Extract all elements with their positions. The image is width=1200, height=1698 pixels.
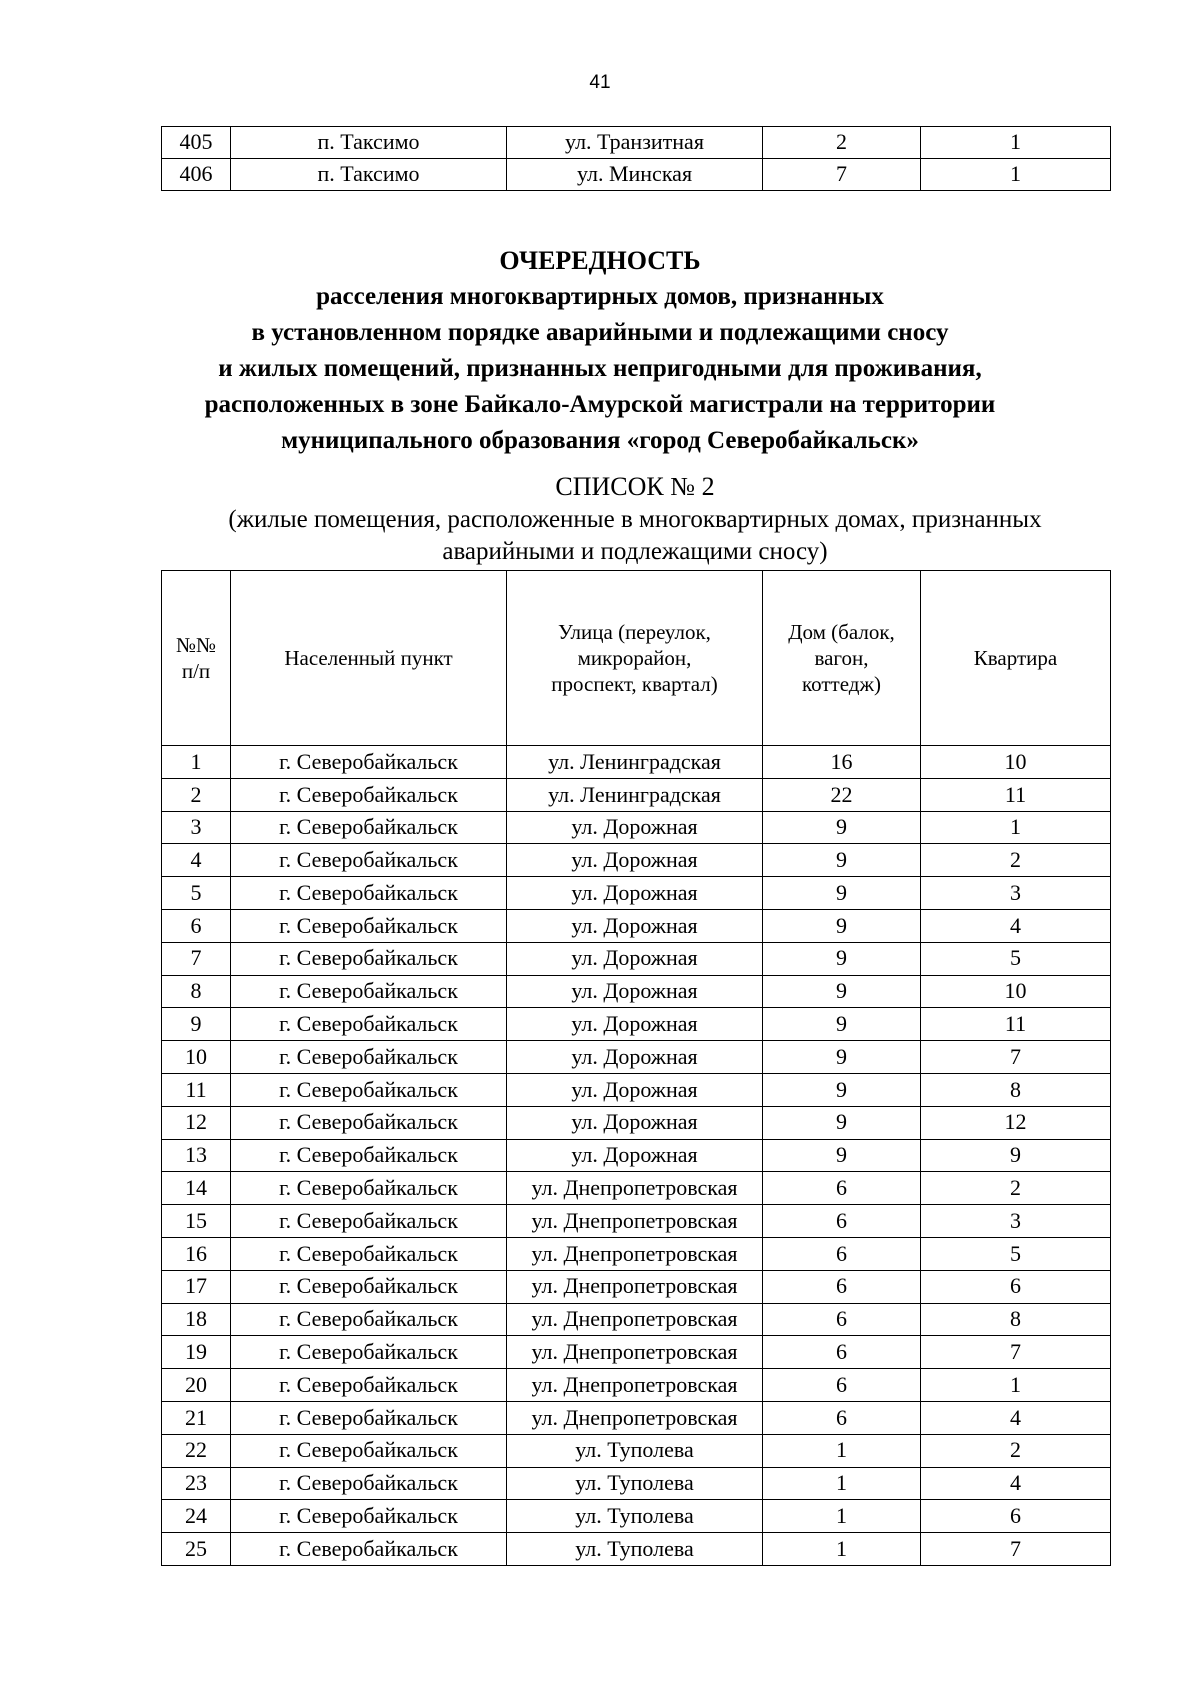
cell-street: ул. Дорожная (507, 1139, 763, 1172)
header-house (763, 571, 921, 746)
cell-street: ул. Дорожная (507, 975, 763, 1008)
cell-locality: г. Северобайкальск (231, 1369, 507, 1402)
resettlement-table (161, 570, 1111, 1566)
cell-house: 7 (763, 159, 921, 191)
cell-apartment: 4 (921, 1401, 1111, 1434)
cell-street: ул. Транзитная (507, 127, 763, 159)
cell-locality: г. Северобайкальск (231, 1303, 507, 1336)
title-line: расположенных в зоне Байкало-Амурской магистрали на территории (204, 391, 996, 419)
continuation-table-body (162, 127, 1111, 191)
cell-house: 9 (763, 975, 921, 1008)
table-row (162, 1172, 1111, 1205)
cell-number: 9 (162, 1008, 231, 1041)
cell-locality: г. Северобайкальск (231, 1401, 507, 1434)
cell-house: 9 (763, 1073, 921, 1106)
document-title (120, 242, 1080, 459)
cell-street: ул. Туполева (507, 1467, 763, 1500)
table-row (162, 1434, 1111, 1467)
cell-apartment: 10 (921, 975, 1111, 1008)
cell-apartment: 3 (921, 1205, 1111, 1238)
header-apartment (921, 571, 1111, 746)
cell-apartment: 12 (921, 1106, 1111, 1139)
cell-street: ул. Днепропетровская (507, 1369, 763, 1402)
title-line: и жилых помещений, признанных непригодными для проживания, (218, 355, 982, 383)
table-row (162, 1237, 1111, 1270)
table-row (162, 1303, 1111, 1336)
cell-house: 22 (763, 778, 921, 811)
cell-street: ул. Дорожная (507, 877, 763, 910)
cell-street: ул. Дорожная (507, 909, 763, 942)
cell-locality: г. Северобайкальск (231, 1533, 507, 1566)
table-row (162, 1336, 1111, 1369)
table-row (162, 1270, 1111, 1303)
cell-locality: г. Северобайкальск (231, 1041, 507, 1074)
header-house-line: вагон, (814, 645, 869, 670)
cell-locality: г. Северобайкальск (231, 1205, 507, 1238)
cell-locality: г. Северобайкальск (231, 1270, 507, 1303)
cell-house: 9 (763, 811, 921, 844)
header-house-line: Дом (балок, (788, 619, 895, 644)
cell-number: 8 (162, 975, 231, 1008)
cell-number: 16 (162, 1237, 231, 1270)
cell-street: ул. Днепропетровская (507, 1303, 763, 1336)
cell-apartment: 4 (921, 909, 1111, 942)
table-row (162, 1533, 1111, 1566)
cell-locality: г. Северобайкальск (231, 909, 507, 942)
cell-apartment: 7 (921, 1533, 1111, 1566)
cell-apartment: 6 (921, 1500, 1111, 1533)
cell-number: 20 (162, 1369, 231, 1402)
cell-house: 9 (763, 844, 921, 877)
list-title: СПИСОК № 2 (555, 472, 715, 501)
cell-number: 11 (162, 1073, 231, 1106)
cell-locality: г. Северобайкальск (231, 877, 507, 910)
cell-locality: г. Северобайкальск (231, 1073, 507, 1106)
cell-number: 21 (162, 1401, 231, 1434)
cell-house: 9 (763, 1041, 921, 1074)
table-row (162, 159, 1111, 191)
cell-locality: п. Таксимо (231, 127, 507, 159)
cell-apartment: 11 (921, 1008, 1111, 1041)
table-row (162, 975, 1111, 1008)
title-line: ОЧЕРЕДНОСТЬ (499, 246, 701, 275)
cell-number: 4 (162, 844, 231, 877)
cell-street: ул. Днепропетровская (507, 1336, 763, 1369)
table-row (162, 877, 1111, 910)
cell-apartment: 1 (921, 127, 1111, 159)
table-row (162, 1008, 1111, 1041)
cell-street: ул. Днепропетровская (507, 1205, 763, 1238)
cell-house: 1 (763, 1500, 921, 1533)
header-street-line: Улица (переулок, (558, 619, 711, 644)
cell-locality: г. Северобайкальск (231, 1434, 507, 1467)
continuation-table (161, 126, 1111, 191)
cell-locality: г. Северобайкальск (231, 975, 507, 1008)
cell-street: ул. Дорожная (507, 1008, 763, 1041)
cell-apartment: 7 (921, 1041, 1111, 1074)
cell-street: ул. Дорожная (507, 1073, 763, 1106)
header-apartment-line: Квартира (973, 645, 1058, 670)
cell-street: ул. Днепропетровская (507, 1172, 763, 1205)
cell-apartment: 8 (921, 1303, 1111, 1336)
header-num-line: п/п (181, 659, 211, 683)
cell-house: 1 (763, 1467, 921, 1500)
cell-number: 25 (162, 1533, 231, 1566)
cell-house: 6 (763, 1205, 921, 1238)
cell-locality: г. Северобайкальск (231, 1237, 507, 1270)
cell-apartment: 4 (921, 1467, 1111, 1500)
cell-number: 22 (162, 1434, 231, 1467)
cell-house: 9 (763, 877, 921, 910)
cell-apartment: 10 (921, 746, 1111, 779)
list-heading (140, 470, 1130, 569)
cell-apartment: 9 (921, 1139, 1111, 1172)
cell-house: 9 (763, 1139, 921, 1172)
table-header-row (162, 571, 1111, 746)
title-line: муниципального образования «город Северобайкальск» (281, 427, 919, 455)
cell-street: ул. Ленинградская (507, 778, 763, 811)
cell-number: 405 (162, 127, 231, 159)
list-subtitle: (жилые помещения, расположенные в многоквартирных домах, признанных (228, 505, 1042, 533)
cell-street: ул. Туполева (507, 1533, 763, 1566)
cell-locality: г. Северобайкальск (231, 1467, 507, 1500)
cell-apartment: 5 (921, 1237, 1111, 1270)
cell-locality: г. Северобайкальск (231, 746, 507, 779)
cell-locality: г. Северобайкальск (231, 778, 507, 811)
cell-street: ул. Дорожная (507, 1041, 763, 1074)
header-house-line: коттедж) (802, 672, 881, 697)
cell-locality: г. Северобайкальск (231, 1106, 507, 1139)
cell-house: 6 (763, 1336, 921, 1369)
cell-number: 12 (162, 1106, 231, 1139)
cell-apartment: 2 (921, 844, 1111, 877)
header-num (162, 571, 231, 746)
table-row (162, 909, 1111, 942)
cell-street: ул. Ленинградская (507, 746, 763, 779)
cell-house: 6 (763, 1401, 921, 1434)
title-line: в установленном порядке аварийными и подлежащими сносу (251, 319, 949, 347)
cell-locality: г. Северобайкальск (231, 844, 507, 877)
cell-number: 10 (162, 1041, 231, 1074)
cell-street: ул. Дорожная (507, 811, 763, 844)
cell-number: 19 (162, 1336, 231, 1369)
cell-street: ул. Днепропетровская (507, 1270, 763, 1303)
table-row (162, 1369, 1111, 1402)
cell-house: 6 (763, 1270, 921, 1303)
cell-house: 6 (763, 1303, 921, 1336)
cell-locality: г. Северобайкальск (231, 1139, 507, 1172)
cell-house: 2 (763, 127, 921, 159)
cell-number: 6 (162, 909, 231, 942)
cell-number: 23 (162, 1467, 231, 1500)
table-row (162, 746, 1111, 779)
cell-street: ул. Дорожная (507, 1106, 763, 1139)
cell-apartment: 1 (921, 159, 1111, 191)
cell-apartment: 11 (921, 778, 1111, 811)
cell-house: 6 (763, 1369, 921, 1402)
table-row (162, 1073, 1111, 1106)
cell-street: ул. Дорожная (507, 942, 763, 975)
table-row (162, 942, 1111, 975)
cell-number: 5 (162, 877, 231, 910)
cell-house: 6 (763, 1172, 921, 1205)
table-row (162, 1500, 1111, 1533)
cell-number: 3 (162, 811, 231, 844)
cell-number: 7 (162, 942, 231, 975)
cell-house: 9 (763, 1008, 921, 1041)
table-row (162, 1139, 1111, 1172)
cell-apartment: 8 (921, 1073, 1111, 1106)
cell-locality: г. Северобайкальск (231, 1336, 507, 1369)
cell-street: ул. Минская (507, 159, 763, 191)
table-row (162, 1041, 1111, 1074)
cell-locality: г. Северобайкальск (231, 1500, 507, 1533)
cell-locality: г. Северобайкальск (231, 942, 507, 975)
cell-number: 13 (162, 1139, 231, 1172)
cell-locality: п. Таксимо (231, 159, 507, 191)
table-row (162, 811, 1111, 844)
header-num-line: №№ (175, 632, 217, 657)
cell-house: 1 (763, 1434, 921, 1467)
cell-house: 9 (763, 1106, 921, 1139)
cell-number: 406 (162, 159, 231, 191)
header-locality-line: Населенный пункт (284, 645, 453, 670)
cell-locality: г. Северобайкальск (231, 1172, 507, 1205)
table-row (162, 1106, 1111, 1139)
header-street-line: проспект, квартал) (551, 672, 718, 697)
title-line: расселения многоквартирных домов, признанных (316, 283, 884, 311)
cell-number: 2 (162, 778, 231, 811)
header-street (507, 571, 763, 746)
list-subtitle: аварийными и подлежащими сносу) (442, 538, 828, 566)
cell-house: 9 (763, 909, 921, 942)
table-row (162, 127, 1111, 159)
cell-apartment: 2 (921, 1434, 1111, 1467)
header-street-line: микрорайон, (577, 645, 692, 670)
cell-number: 24 (162, 1500, 231, 1533)
cell-street: ул. Туполева (507, 1434, 763, 1467)
cell-apartment: 6 (921, 1270, 1111, 1303)
cell-number: 15 (162, 1205, 231, 1238)
cell-apartment: 7 (921, 1336, 1111, 1369)
cell-number: 18 (162, 1303, 231, 1336)
cell-house: 1 (763, 1533, 921, 1566)
table-row (162, 1401, 1111, 1434)
cell-house: 16 (763, 746, 921, 779)
table-row (162, 1467, 1111, 1500)
cell-number: 17 (162, 1270, 231, 1303)
cell-number: 1 (162, 746, 231, 779)
cell-house: 9 (763, 942, 921, 975)
table-row (162, 778, 1111, 811)
cell-apartment: 3 (921, 877, 1111, 910)
cell-locality: г. Северобайкальск (231, 811, 507, 844)
cell-street: ул. Днепропетровская (507, 1401, 763, 1434)
page-number: 41 (589, 72, 611, 93)
cell-street: ул. Дорожная (507, 844, 763, 877)
cell-apartment: 1 (921, 811, 1111, 844)
header-locality (231, 571, 507, 746)
cell-apartment: 5 (921, 942, 1111, 975)
cell-house: 6 (763, 1237, 921, 1270)
cell-apartment: 1 (921, 1369, 1111, 1402)
resettlement-table-body (162, 746, 1111, 1566)
table-row (162, 844, 1111, 877)
cell-street: ул. Днепропетровская (507, 1237, 763, 1270)
cell-apartment: 2 (921, 1172, 1111, 1205)
table-row (162, 1205, 1111, 1238)
cell-locality: г. Северобайкальск (231, 1008, 507, 1041)
cell-number: 14 (162, 1172, 231, 1205)
cell-street: ул. Туполева (507, 1500, 763, 1533)
